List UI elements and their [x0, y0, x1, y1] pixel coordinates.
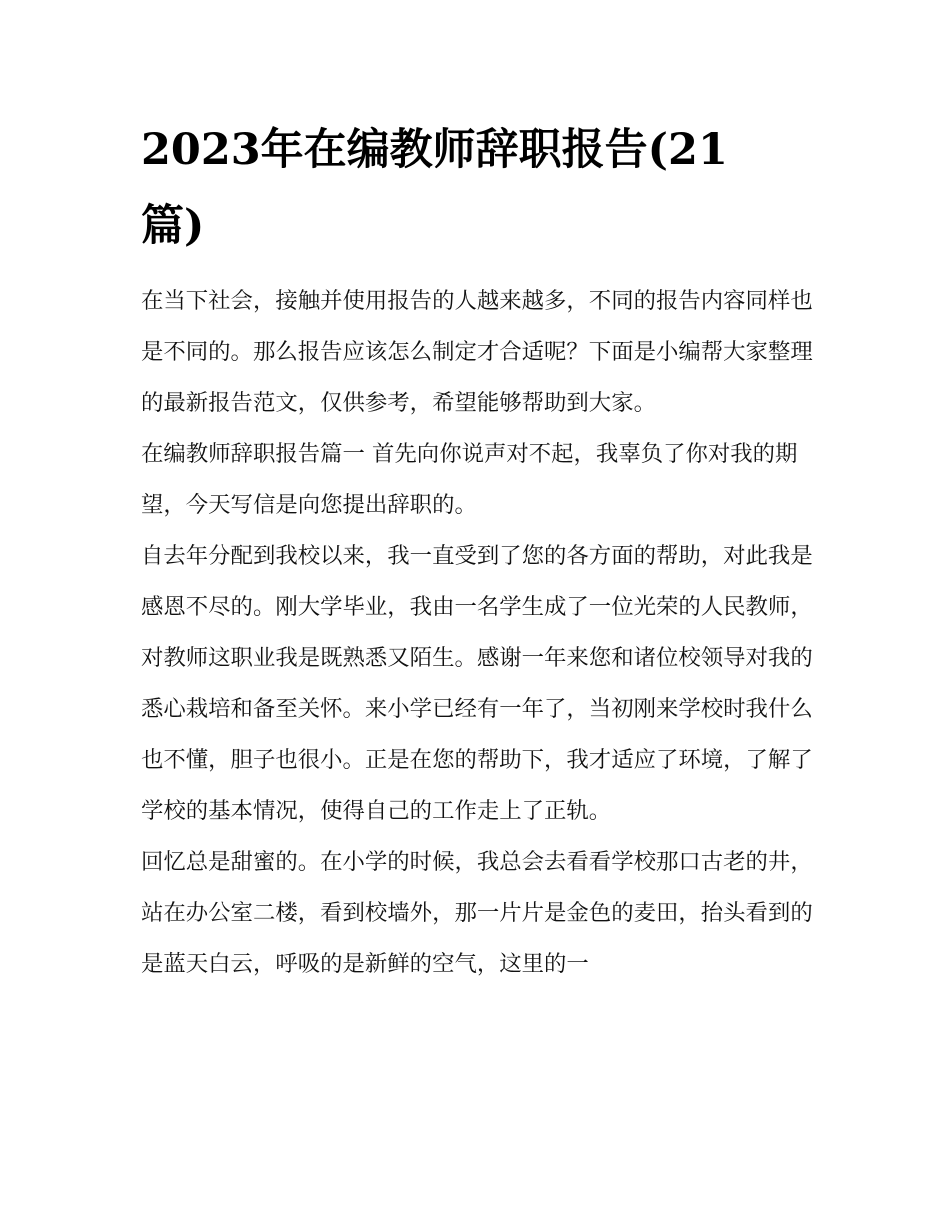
- paragraph-opening: 在编教师辞职报告篇一 首先向你说声对不起，我辜负了你对我的期望，今天写信是向您提出辞职的。: [141, 441, 798, 518]
- paragraph-gratitude: 自去年分配到我校以来，我一直受到了您的各方面的帮助，对此我是感恩不尽的。刚大学毕业，我由一名学生成了一位光荣的人民教师，对教师这职业我是既熟悉又陌生。感谢一年来您和诸位校领导对我的悉心栽培和备至关怀。来小学已经有一年了，当初刚来学校时我什么也不懂，胆子也很小。正是在您的帮助下，我才适应了环境，了解了学校的基本情况，使得自己的工作走上了正轨。: [141, 543, 813, 824]
- document-body: [141, 276, 813, 990]
- document-content: [141, 112, 813, 990]
- paragraph-intro: 在当下社会，接触并使用报告的人越来越多，不同的报告内容同样也是不同的。那么报告应该怎么制定才合适呢？下面是小编帮大家整理的最新报告范文，仅供参考，希望能够帮助到大家。: [141, 288, 813, 416]
- document-title: 2023年在编教师辞职报告(21篇): [141, 125, 728, 251]
- paragraph-memories: 回忆总是甜蜜的。在小学的时候，我总会去看看学校那口古老的井，站在办公室二楼，看到校墙外，那一片片是金色的麦田，抬头看到的是蓝天白云，呼吸的是新鲜的空气，这里的一: [141, 849, 813, 977]
